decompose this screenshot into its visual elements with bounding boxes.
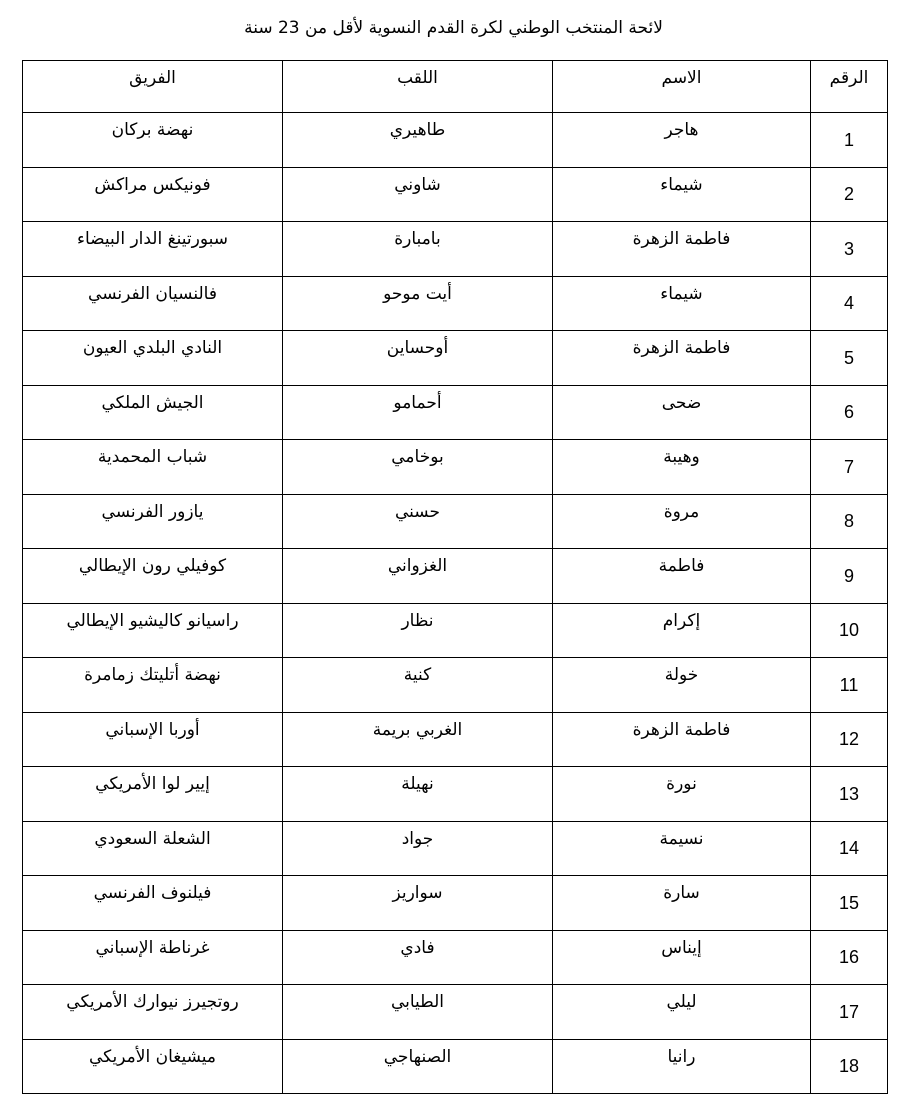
player-team: روتجيرز نيوارك الأمريكي [23,985,283,1040]
table-row [23,440,888,495]
table-row [23,549,888,604]
player-team: فونيكس مراكش [23,167,283,222]
table-row [23,603,888,658]
table-row [23,876,888,931]
player-team: كوفيلي رون الإيطالي [23,549,283,604]
player-name: شيماء [553,167,811,222]
header-row [23,61,888,113]
player-team: أوربا الإسباني [23,712,283,767]
player-nickname: حسني [283,494,553,549]
player-name: فاطمة [553,549,811,604]
table-row [23,113,888,168]
player-name: نورة [553,767,811,822]
player-nickname: نظار [283,603,553,658]
player-team: الجيش الملكي [23,385,283,440]
table-row [23,385,888,440]
player-name: إكرام [553,603,811,658]
player-team: فيلنوف الفرنسي [23,876,283,931]
table-row [23,331,888,386]
player-number: 5 [811,331,888,386]
player-team: غرناطة الإسباني [23,930,283,985]
player-nickname: فادي [283,930,553,985]
player-team: الشعلة السعودي [23,821,283,876]
player-name: رانيا [553,1039,811,1094]
header-name: الاسم [553,61,811,113]
table-row [23,985,888,1040]
header-number: الرقم [811,61,888,113]
player-nickname: شاوني [283,167,553,222]
player-number: 12 [811,712,888,767]
player-name: شيماء [553,276,811,331]
player-team: راسيانو كاليشيو الإيطالي [23,603,283,658]
player-nickname: بامبارة [283,222,553,277]
player-nickname: الطيابي [283,985,553,1040]
player-number: 1 [811,113,888,168]
player-nickname: جواد [283,821,553,876]
player-number: 13 [811,767,888,822]
player-nickname: أوحساين [283,331,553,386]
table-row [23,712,888,767]
document-title: لائحة المنتخب الوطني لكرة القدم النسوية لأقل من 23 سنة [244,18,663,38]
player-team: يازور الفرنسي [23,494,283,549]
player-name: مروة [553,494,811,549]
player-name: نسيمة [553,821,811,876]
player-number: 4 [811,276,888,331]
player-number: 17 [811,985,888,1040]
player-nickname: الغزواني [283,549,553,604]
player-number: 18 [811,1039,888,1094]
player-name: هاجر [553,113,811,168]
player-number: 11 [811,658,888,713]
player-number: 9 [811,549,888,604]
player-nickname: سواريز [283,876,553,931]
player-name: خولة [553,658,811,713]
player-number: 2 [811,167,888,222]
table-row [23,930,888,985]
player-nickname: الصنهاجي [283,1039,553,1094]
player-name: سارة [553,876,811,931]
table-row [23,222,888,277]
player-number: 10 [811,603,888,658]
player-number: 16 [811,930,888,985]
player-team: النادي البلدي العيون [23,331,283,386]
player-team: شباب المحمدية [23,440,283,495]
player-team: نهضة بركان [23,113,283,168]
player-nickname: أيت موحو [283,276,553,331]
table-row [23,276,888,331]
table-row [23,767,888,822]
player-team: فالنسيان الفرنسي [23,276,283,331]
player-team: إيير لوا الأمريكي [23,767,283,822]
player-team: ميشيغان الأمريكي [23,1039,283,1094]
player-number: 7 [811,440,888,495]
player-team: نهضة أتليتك زمامرة [23,658,283,713]
player-nickname: كنية [283,658,553,713]
player-number: 8 [811,494,888,549]
player-number: 6 [811,385,888,440]
player-name: وهيبة [553,440,811,495]
player-nickname: الغربي بريمة [283,712,553,767]
player-name: فاطمة الزهرة [553,331,811,386]
player-name: إيناس [553,930,811,985]
player-number: 3 [811,222,888,277]
table-row [23,167,888,222]
player-number: 15 [811,876,888,931]
table-row [23,1039,888,1094]
player-name: فاطمة الزهرة [553,712,811,767]
player-nickname: أحمامو [283,385,553,440]
header-nickname: اللقب [283,61,553,113]
player-name: ضحى [553,385,811,440]
table-row [23,821,888,876]
player-number: 14 [811,821,888,876]
player-name: فاطمة الزهرة [553,222,811,277]
player-team: سبورتينغ الدار البيضاء [23,222,283,277]
player-name: ليلي [553,985,811,1040]
player-nickname: نهيلة [283,767,553,822]
roster-table [22,60,888,1094]
player-nickname: طاهيري [283,113,553,168]
table-row [23,658,888,713]
header-team: الفريق [23,61,283,113]
player-nickname: بوخامي [283,440,553,495]
table-row [23,494,888,549]
